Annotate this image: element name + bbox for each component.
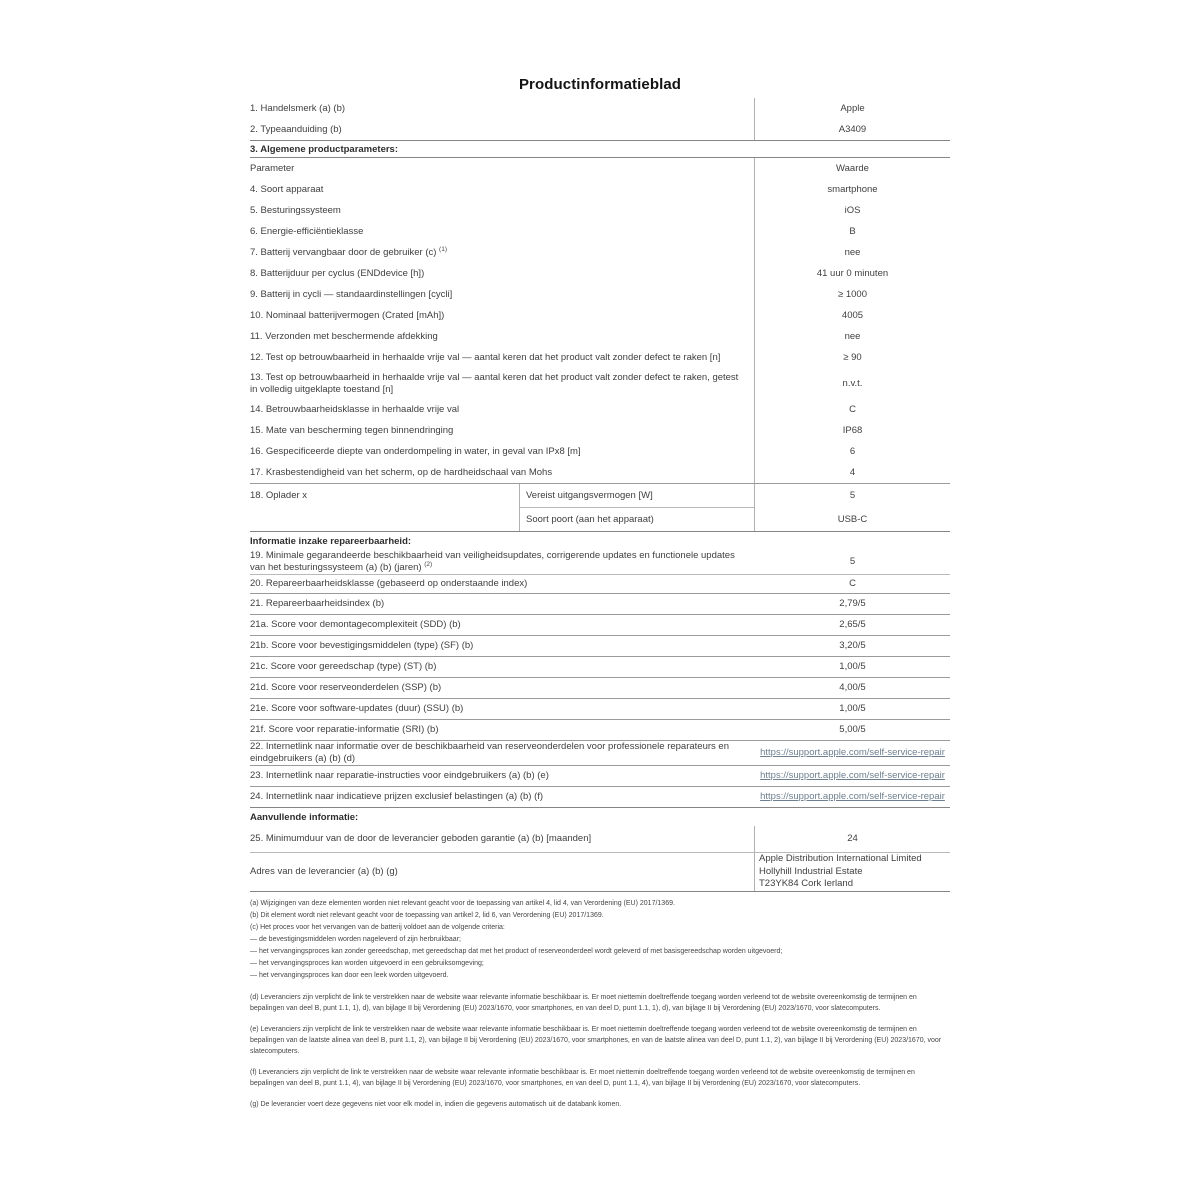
row-value: 5 (849, 490, 856, 502)
charger-table (250, 483, 950, 532)
row-value: nee (844, 246, 861, 258)
row-label: 10. Nominaal batterijvermogen (Crated [mAh]) (250, 309, 445, 321)
table-row (250, 615, 950, 636)
footnote-ref: (2) (424, 560, 433, 568)
row-value: smartphone (827, 183, 878, 195)
row-label: 24. Internetlink naar indicatieve prijzen exclusief belastingen (a) (b) (f) (250, 791, 544, 802)
row-label: 14. Betrouwbaarheidsklasse in herhaalde vrije val (250, 403, 460, 415)
section-heading-general-parameters: 3. Algemene productparameters: (250, 140, 950, 158)
footnote-criterion: — het vervangingsproces kan worden uitgevoerd in een gebruiksomgeving; (250, 959, 484, 967)
table-row (250, 347, 950, 368)
row-value: C (849, 403, 856, 415)
row-label: 2. Typeaanduiding (b) (250, 123, 342, 135)
row-label: Adres van de leverancier (a) (b) (g) (250, 865, 398, 877)
table-row (250, 787, 950, 808)
row-value: 4005 (841, 309, 864, 321)
address-line: Apple Distribution International Limited (759, 853, 922, 864)
footnote: (b) Dit element wordt niet relevant geacht voor de toepassing van artikel 2, lid 6, van Verordening (EU) 2017/1369. (250, 911, 604, 919)
footnote-criterion: — de bevestigingsmiddelen worden nageleverd of zijn herbruikbaar; (250, 935, 461, 943)
table-row (250, 462, 950, 483)
row-label: 17. Krasbestendigheid van het scherm, op de hardheidschaal van Mohs (250, 466, 553, 478)
footnote-criterion: — het vervangingsproces kan door een leek worden uitgevoerd. (250, 971, 449, 979)
supplier-address (755, 853, 950, 891)
row-value: 5,00/5 (839, 724, 866, 735)
self-service-repair-link[interactable]: https://support.apple.com/self-service-repair (760, 747, 945, 758)
row-value: nee (844, 330, 861, 342)
table-row (250, 741, 950, 766)
row-label: 7. Batterij vervangbaar door de gebruiker (c) $^{(1)}$ (250, 245, 447, 258)
row-label: 21. Repareerbaarheidsindex (b) (250, 598, 385, 609)
row-label: 18. Oplader x (250, 484, 520, 531)
row-label: 21d. Score voor reserveonderdelen (SSP) (b) (250, 682, 442, 693)
table-row (250, 550, 950, 575)
identification-table (250, 98, 950, 140)
footnote: (c) Het proces voor het vervangen van de batterij voldoet aan de volgende criteria: (250, 923, 505, 931)
product-info-sheet (250, 76, 950, 1110)
row-label: 16. Gespecificeerde diepte van onderdompeling in water, in geval van IPx8 [m] (250, 445, 581, 457)
table-header-row (250, 158, 950, 179)
repairability-table (250, 550, 950, 808)
row-value: 2,79/5 (839, 598, 866, 609)
self-service-repair-link[interactable]: https://support.apple.com/self-service-repair (760, 770, 945, 781)
table-row (250, 263, 950, 284)
row-label: 22. Internetlink naar informatie over de beschikbaarheid van reserveonderdelen voor professionele reparateurs en eindgebruikers (a) (b) (d) (250, 741, 729, 764)
footnote: (d) Leveranciers zijn verplicht de link te verstrekken naar de website waar relevante informatie beschikbaar is. Er moet niettemin doeltreffende toegang worden verleend tot de website overeenkomstig de termijnen en bepalingen van deel B, punt 1.1, 1), d), van bijlage II bij Verordening (EU) 2023/1670, voor smartphones, en van deel D, punt 1.1, 1), d), van bijlage II bij Verordening (EU) 2023/1670, voor slatecomputers. (250, 993, 917, 1012)
column-header-parameter: Parameter (250, 162, 295, 174)
table-row (250, 826, 950, 853)
table-row (250, 242, 950, 263)
table-row (250, 678, 950, 699)
row-value: USB-C (837, 513, 868, 525)
table-row (250, 594, 950, 615)
row-value: 2,65/5 (839, 619, 866, 630)
row-label: 9. Batterij in cycli — standaardinstellingen [cycli] (250, 288, 453, 300)
row-label: 4. Soort apparaat (250, 183, 324, 195)
row-value: Apple (840, 102, 865, 114)
row-value: 4,00/5 (839, 682, 866, 693)
row-label: 21a. Score voor demontagecomplexiteit (SDD) (b) (250, 619, 461, 630)
row-label: 1. Handelsmerk (a) (b) (250, 102, 346, 114)
row-label: 21c. Score voor gereedschap (type) (ST) (b) (250, 661, 437, 672)
table-row (250, 441, 950, 462)
table-row (250, 699, 950, 720)
table-row (250, 766, 950, 787)
table-row (250, 420, 950, 441)
table-row (250, 657, 950, 678)
row-value: 3,20/5 (839, 640, 866, 651)
footnote: (g) De leverancier voert deze gegevens niet voor elk model in, indien die gegevens automatisch uit de databank komen. (250, 1100, 622, 1108)
additional-info-table (250, 826, 950, 892)
row-value: A3409 (838, 123, 867, 135)
row-label: 23. Internetlink naar reparatie-instructies voor eindgebruikers (a) (b) (e) (250, 770, 549, 781)
footnote-criterion: — het vervangingsproces kan zonder gereedschap, met gereedschap dat met het product of reserveonderdeel wordt geleverd of met basisgereedschap worden uitgevoerd; (250, 947, 783, 955)
table-row (250, 575, 950, 594)
table-row (250, 399, 950, 420)
table-row (250, 368, 950, 399)
row-label: 21f. Score voor reparatie-informatie (SRI) (b) (250, 724, 439, 735)
row-value: 24 (847, 833, 858, 844)
section-heading-additional: Aanvullende informatie: (250, 811, 359, 823)
row-label: Vereist uitgangsvermogen [W] (520, 484, 754, 508)
footnotes (250, 898, 950, 1110)
row-label: Soort poort (aan het apparaat) (526, 513, 654, 525)
row-value: B (849, 225, 856, 237)
table-row (250, 720, 950, 741)
row-label: 11. Verzonden met beschermende afdekking (250, 330, 438, 342)
table-row (250, 305, 950, 326)
footnote: (e) Leveranciers zijn verplicht de link te verstrekken naar de website waar relevante informatie beschikbaar is. Er moet niettemin doeltreffende toegang worden verleend tot de website overeenkomstig de termijnen en bepalingen van de laatste alinea van deel B, punt 1.1, 2), van bijlage II bij Verordening (EU) 2023/1670, voor smartphones, en van de laatste alinea van deel D, punt 1.1, 2), van bijlage II bij Verordening (EU) 2023/1670, voor slatecomputers. (250, 1025, 942, 1055)
section-heading-repairability: Informatie inzake repareerbaarheid: (250, 535, 412, 547)
row-label: 5. Besturingssysteem (250, 204, 341, 216)
row-value: 4 (849, 466, 856, 478)
row-value: ≥ 1000 (838, 288, 867, 300)
table-row (250, 119, 950, 140)
row-value: n.v.t. (842, 377, 863, 389)
row-label: 25. Minimumduur van de door de leverancier geboden garantie (a) (b) [maanden] (250, 833, 592, 844)
row-label: 8. Batterijduur per cyclus (ENDdevice [h]) (250, 267, 425, 279)
table-row (250, 179, 950, 200)
column-header-value: Waarde (836, 162, 869, 174)
row-value: 6 (849, 445, 856, 457)
row-label: 13. Test op betrouwbaarheid in herhaalde vrije val — aantal keren dat het product valt zonder defect te raken, getest in volledig uitgeklapte toestand [n] (250, 371, 739, 395)
row-value: ≥ 90 (843, 351, 862, 363)
row-label: 15. Mate van bescherming tegen binnendringing (250, 424, 454, 436)
footnote: (f) Leveranciers zijn verplicht de link te verstrekken naar de website waar relevante informatie beschikbaar is. Er moet niettemin doeltreffende toegang worden verleend tot de website overeenkomstig de termijnen en bepalingen van deel B, punt 1.1, 4), van bijlage II bij Verordening (EU) 2023/1670, voor smartphones, en van deel D, punt 1.1, 4), van bijlage II bij Verordening (EU) 2023/1670, voor slatecomputers. (250, 1068, 915, 1087)
address-line: T23YK84 Cork Ierland (759, 878, 853, 889)
general-parameters-table (250, 158, 950, 483)
table-row (250, 326, 950, 347)
row-value: C (849, 578, 856, 589)
footnote-ref: (1) (439, 245, 447, 253)
row-label: 20. Repareerbaarheidsklasse (gebaseerd op onderstaande index) (250, 578, 528, 589)
row-label: 21e. Score voor software-updates (duur) (SSU) (b) (250, 703, 464, 714)
row-label: 12. Test op betrouwbaarheid in herhaalde vrije val — aantal keren dat het product valt zonder defect te raken [n] (250, 351, 721, 363)
address-line: Hollyhill Industrial Estate (759, 865, 863, 877)
self-service-repair-link[interactable]: https://support.apple.com/self-service-repair (760, 791, 945, 802)
table-row (250, 853, 950, 892)
page-title: Productinformatieblad (518, 76, 682, 93)
table-row (250, 221, 950, 242)
row-label: 19. Minimale gegarandeerde beschikbaarheid van veiligheidsupdates, corrigerende updates en functionele updates van het besturingssysteem (a) (b) (jaren) $^{(2)}$ (250, 550, 735, 573)
row-label: 21b. Score voor bevestigingsmiddelen (type) (SF) (b) (250, 640, 474, 651)
table-row (250, 98, 950, 119)
row-value: iOS (844, 204, 861, 216)
row-value: 1,00/5 (839, 661, 866, 672)
footnote: (a) Wijzigingen van deze elementen worden niet relevant geacht voor de toepassing van artikel 4, lid 4, van Verordening (EU) 2017/1369. (250, 899, 675, 907)
row-value: 1,00/5 (839, 703, 866, 714)
table-row (250, 284, 950, 305)
row-value: IP68 (842, 424, 863, 436)
row-value: 5 (849, 556, 856, 567)
table-row (250, 636, 950, 657)
table-row (250, 200, 950, 221)
row-value: 41 uur 0 minuten (816, 267, 889, 279)
row-label: 6. Energie-efficiëntieklasse (250, 225, 364, 237)
